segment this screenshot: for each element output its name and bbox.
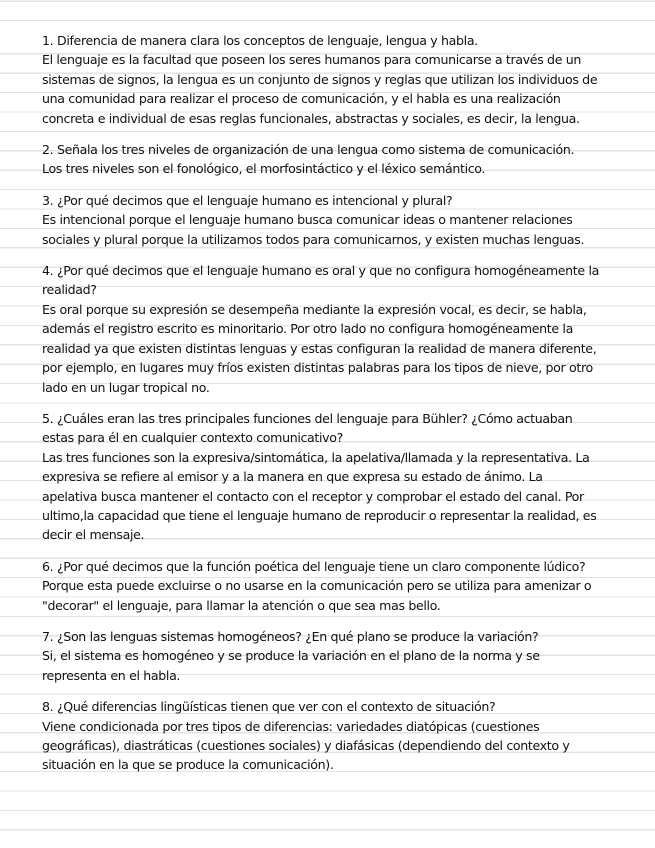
qa-block-1 [42,31,621,128]
answer-line: situación en la que se produce la comunicación). [42,757,334,773]
question-line: realidad? [42,282,97,298]
question-line: 1. Diferencia de manera clara los conceptos de lenguaje, lengua y habla. [42,33,478,48]
qa-block-5 [42,409,621,545]
answer-line: Porque esta puede excluirse o no usarse en la comunicación pero se utiliza para amenizar o [42,578,592,594]
qa-block-6 [42,557,621,615]
qa-block-7 [42,627,621,685]
answer-line: Si, el sistema es homogéneo y se produce la variación en el plano de la norma y se [42,648,540,664]
answer-line: ultimo,la capacidad que tiene el lenguaje humano de reproducir o representar la realidad, es [42,507,597,523]
answer-line: Es oral porque su expresión se desempeña mediante la expresión vocal, es decir, se habla, [42,301,587,317]
answer-line: El lenguaje es la facultad que poseen los seres humanos para comunicarse a través de un [42,52,582,68]
question-line: 4. ¿Por qué decimos que el lenguaje humano es oral y que no configura homogéneamente la [42,263,599,279]
answer-line: Viene condicionada por tres tipos de diferencias: variedades diatópicas (cuestiones [42,718,540,734]
answer-line: representa en el habla. [42,667,181,683]
answer-line: expresiva se refiere al emisor y a la manera en que expresa su estado de ánimo. La [42,469,543,485]
question-line: 5. ¿Cuáles eran las tres principales funciones del lenguaje para Bühler? ¿Cómo actuaban [42,410,573,426]
question-line: 6. ¿Por qué decimos que la función poética del lenguaje tiene un claro componente lúdico? [42,558,586,574]
answer-line: geográficas), diastráticas (cuestiones sociales) y diafásicas (dependiendo del contexto y [42,738,570,753]
answer-line: decir el mensaje. [42,527,145,543]
answer-line: por ejemplo, en lugares muy fríos existen distintas palabras para los tipos de nieve, por otro [42,360,593,376]
answer-line: realidad ya que existen distintas lenguas y estas configuran la realidad de manera diferente, [42,340,597,356]
answer-line: "decorar" el lenguaje, para llamar la atención o que sea mas bello. [42,597,441,613]
answer-line: además el registro escrito es minoritario. Por otro lado no configura homogéneamente la [42,321,573,337]
answer-line: sistemas de signos, la lengua es un conjunto de signos y reglas que utilizan los individuos de [42,71,598,87]
answer-line: Los tres niveles son el fonológico, el morfosintáctico y el léxico semántico. [42,161,486,177]
answer-line: sociales y plural porque la utilizamos todos para comunicarnos, y existen muchas lenguas. [42,231,585,247]
qa-block-3 [42,191,621,249]
qa-block-4 [42,261,621,397]
question-line: 3. ¿Por qué decimos que el lenguaje humano es intencional y plural? [42,192,453,208]
question-line: estas para él en cualquier contexto comunicativo? [42,430,343,446]
answer-line: Las tres funciones son la expresiva/sintomática, la apelativa/llamada y la representativa. La [42,449,590,465]
answer-line: apelativa busca mantener el contacto con el receptor y comprobar el estado del canal. Por [42,488,584,504]
answer-line: concreta e individual de esas reglas funcionales, abstractas y sociales, es decir, la lengua. [42,110,580,126]
answer-line: lado en un lugar tropical no. [42,379,210,395]
qa-block-2 [42,140,621,179]
question-line: 8. ¿Qué diferencias lingüísticas tienen que ver con el contexto de situación? [42,699,496,715]
qa-block-8 [42,697,621,775]
answer-line: Es intencional porque el lenguaje humano busca comunicar ideas o mantener relaciones [42,212,573,228]
question-line: 2. Señala los tres niveles de organización de una lengua como sistema de comunicación. [42,142,575,158]
answer-line: una comunidad para realizar el proceso de comunicación, y el habla es una realización [42,91,561,107]
question-line: 7. ¿Son las lenguas sistemas homogéneos? ¿En qué plano se produce la variación? [42,628,539,644]
